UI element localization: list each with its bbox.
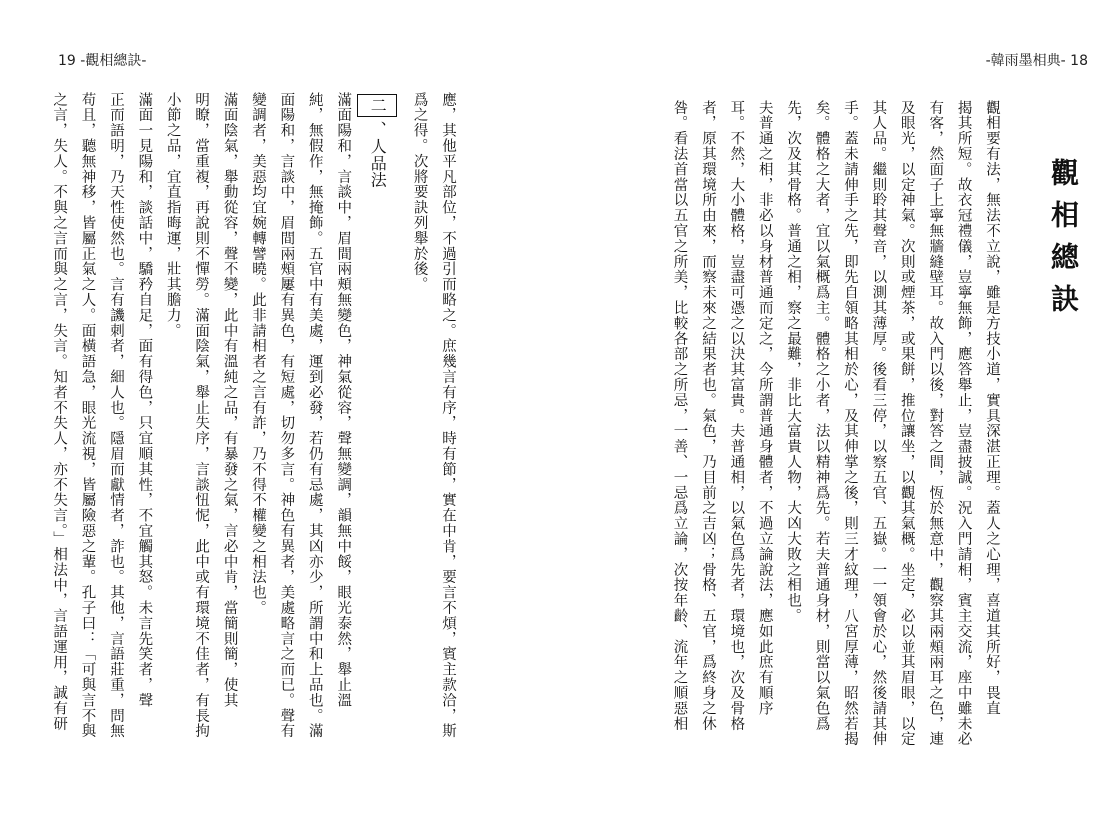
- text-line: 其人品。繼則聆其聲音，以測其薄厚。後看三停，以察五官、五嶽。一一領會於心，然後請其伸: [870, 100, 887, 747]
- text-line: 應，其他平凡部位，不過引而略之。庶幾言有序，時有節，實在中肯，要言不煩，賓主款洽，斯: [440, 92, 456, 739]
- section-separator: 、: [368, 120, 388, 138]
- text-line: 滿面陰氣，舉動從容，聲不變，此中有溫純之品，有暴發之氣，言必中肯，當簡則簡，使其: [221, 92, 238, 708]
- text-line: 有客，然面子上寧無牆縫壁耳。故入門以後，對答之間，恆於無意中，觀察其兩頰兩耳之色，連: [927, 100, 944, 747]
- text-line: 矣。體格之大者，宜以氣概爲主。體格之小者，法以精神爲先。若夫普通身材，則當以氣色爲: [813, 100, 830, 732]
- section-title: 人品法: [368, 137, 388, 189]
- text-line: 觀相要有法，無法不立說，雖是方技小道，實具深湛正理。蓋人之心理，喜道其所好，畏直: [984, 100, 1000, 716]
- text-line: 變調者，美惡均宜婉轉譬曉。此非請相者之言有詐，乃不得不權變之相法也。: [249, 92, 266, 616]
- text-line: 滿面陽和，言談中，眉間兩頰無變色，神氣從容，聲無變調，韻無中餒，眼光泰然，舉止溫: [335, 92, 352, 708]
- text-line: 及眼光，以定神氣。次則或煙茶，或果餅，推位讓坐，以觀其氣概。坐定，必以並其眉眼，以定: [898, 100, 915, 747]
- section-heading: [357, 94, 397, 812]
- text-line: 夫普通之相，非必以身材普通而定之，今所謂普通身體者，不過立論說法，應如此庶有順序: [756, 100, 773, 716]
- text-line: 正而語明，乃天性使然也。言有譏刺者，細人也。隱眉而獻情者，詐也。其他，言語莊重，問無: [107, 92, 124, 739]
- text-line: 者，原其環境所由來，而察未來之結果者也。氣色，乃目前之吉凶；骨格、五官，爲終身之休: [699, 100, 716, 732]
- text-line: 咎。看法首當以五官之所美，比較各部之所忌，一善、一忌爲立論，次按年齡、流年之順惡相: [671, 100, 688, 732]
- text-line: 爲之得。次將要訣列舉於後。: [411, 92, 428, 293]
- text-line: 之言，失人。不與之言而與之言，失言。知者不失人，亦不失言。」相法中，言語運用，誠有研: [51, 92, 68, 732]
- text-line: 手。蓋未請伸手之先，即先自領略其相於心，及其伸掌之後，則三才紋理，八宮厚薄，昭然若揭: [841, 100, 858, 747]
- text-line: 小節之品，宜直指晦運，壯其膽力。: [164, 92, 181, 339]
- text-line: 苟且，聽無神移，皆屬正氣之人。面橫語急，眼光流視，皆屬險惡之輩。孔子曰：「可與言不與: [79, 92, 96, 739]
- text-line: 耳。不然，大小體格，豈盡可憑之以決其富貴。夫普通相，以氣色爲先者，環境也，次及骨格: [728, 100, 745, 732]
- section-number: 二: [357, 94, 397, 117]
- right-running-head: -韓雨墨相典- 18: [985, 53, 1088, 69]
- text-line: 純，無假作，無掩飾。五官中有美處，運到必發，若仍有忌處，其凶亦少，所謂中和上品也。滿: [306, 92, 323, 739]
- text-line: 明瞭，當重複，再說則不憚勞。滿面陰氣，舉止失序，言談忸怩，此中或有環境不佳者，有長拘: [193, 92, 210, 739]
- text-line: 面陽和，言談中，眉間兩頰屢有異色，有短處，切勿多言。神色有異者，美處略言之而已。聲有: [278, 92, 295, 739]
- section-gap: [397, 92, 405, 812]
- text-line: 滿面一見陽和，談話中，驕矜自足，面有得色，只宜順其性，不宜觸其怒。未言先笑者，聲: [136, 92, 153, 708]
- left-page-text: [45, 92, 462, 812]
- text-line: 揭其所短。故衣冠禮儀，豈寧無飾，應答舉止，豈盡披誠。況入門請相，賓主交流，座中雖未必: [955, 100, 972, 747]
- left-running-head: 19 -觀相總訣-: [58, 53, 147, 69]
- right-page: [560, 0, 1120, 837]
- right-page-text: [665, 100, 1080, 820]
- text-line: 先，次及其骨格。普通之相，察之最難，非比大富貴人物，大凶大敗之相也。: [785, 100, 802, 624]
- chapter-title: 觀相總訣: [1047, 158, 1080, 326]
